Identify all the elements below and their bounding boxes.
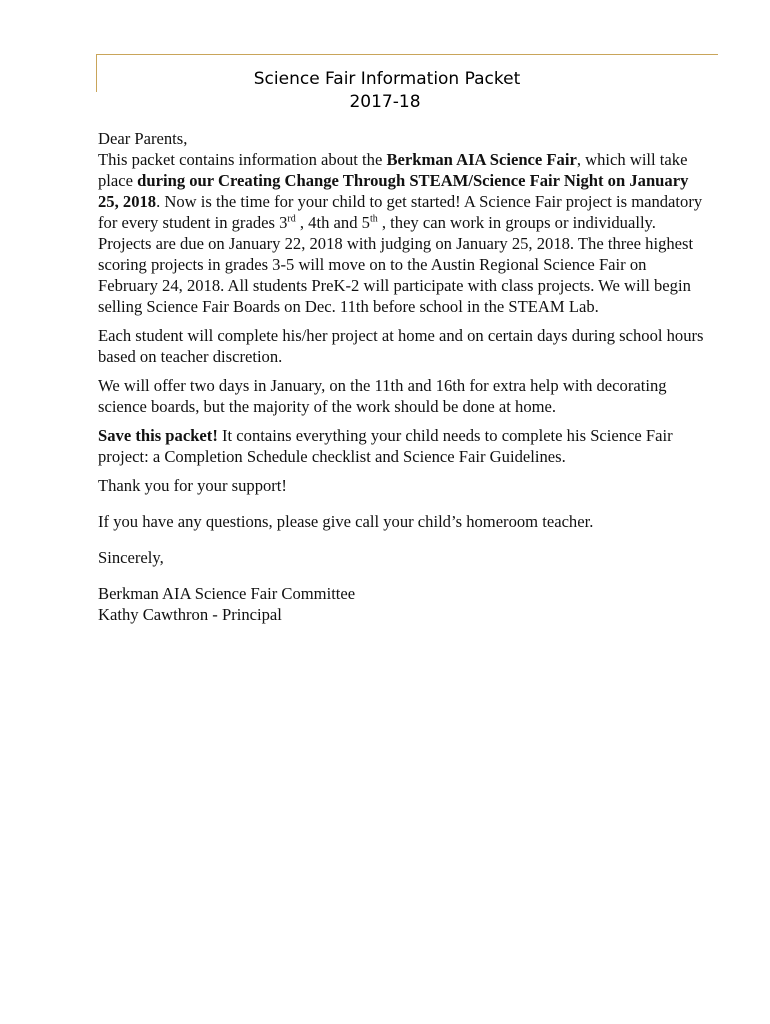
paragraph-save-packet (98, 425, 708, 467)
document-title: Science Fair Information Packet (253, 69, 521, 89)
questions-line: If you have any questions, please give call your child’s homeroom teacher. (98, 512, 594, 531)
intro-text-1: This packet contains information about the (98, 150, 387, 169)
closing-line: Sincerely, (98, 548, 164, 567)
event-date: during our Creating Change Through STEAM/Science Fair Night on January 25, 2018 (98, 171, 689, 211)
signature-principal: Kathy Cawthron - Principal (98, 605, 282, 624)
save-packet-emphasis: Save this packet! (98, 426, 218, 445)
save-packet-text: It contains everything your child needs to complete his Science Fair project: a Completion Schedule checklist and Science Fair Guidelines. (98, 426, 673, 466)
letter-body (98, 128, 708, 625)
document-year: 2017-18 (349, 92, 421, 112)
thanks-line: Thank you for your support! (98, 476, 287, 495)
superscript-rd: rd (287, 213, 296, 225)
salutation: Dear Parents, (98, 129, 188, 148)
paragraph-home-work: Each student will complete his/her project at home and on certain days during school hours based on teacher discretion. (98, 326, 704, 366)
header-border-top (96, 54, 718, 55)
signature-committee: Berkman AIA Science Fair Committee (98, 584, 356, 603)
intro-text-4: , 4th and 5 (295, 213, 370, 232)
fair-name: Berkman AIA Science Fair (386, 150, 577, 169)
intro-text-3: . Now is the time for your child to get started! A Science Fair project is mandatory for every student in grades 3 (98, 192, 703, 232)
paragraph-intro (98, 149, 708, 317)
paragraph-help-days: We will offer two days in January, on the 11th and 16th for extra help with decorating science boards, but the majority of the work should be done at home. (98, 376, 667, 416)
intro-text-2: , which will take place (98, 150, 688, 190)
intro-text-5: , they can work in groups or individually. Projects are due on January 22, 2018 with judging on January 25, 2018. The three highest scoring projects in grades 3-5 will move on to the Austin Regional Science Fair on February 24, 2018. All students PreK-2 will participate with class projects. We will begin selling Science Fair Boards on Dec. 11th before school in the STEAM Lab. (98, 213, 694, 316)
superscript-th: th (369, 213, 378, 225)
